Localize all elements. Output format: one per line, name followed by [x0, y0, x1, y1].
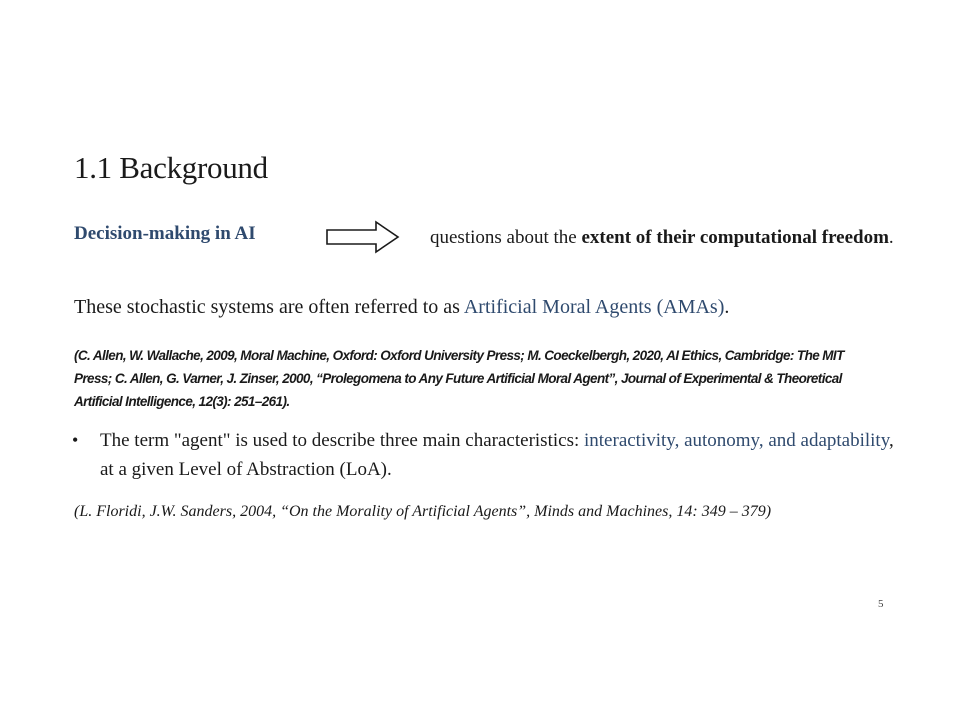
agent-characteristics-terms: interactivity, autonomy, and adaptability [584, 430, 889, 451]
amas-term: Artificial Moral Agents (AMAs) [463, 296, 725, 318]
stochastic-period: . [724, 296, 730, 318]
agent-lead: The term "agent" is used to describe three main characteristics: [100, 430, 584, 451]
questions-lead: questions about the [430, 227, 582, 248]
citation-allen-coeckelbergh: (C. Allen, W. Wallache, 2009, Moral Machine, Oxford: Oxford University Press; M. Coeckelbergh, 2020, AI Ethics, Cambridge: The MIT Press; C. Allen, G. Varner, J. Zinser, 2000, “Prolegomena to Any Future Artificial Moral Agent”, Journal of Experimental & Theoretical Artificial Intelligence, 12(3): 251–261). [74, 348, 844, 409]
page-number: 5 [878, 598, 884, 610]
agent-tail: , at a given Level of Abstraction (LoA). [100, 430, 894, 480]
decision-making-label: Decision-making in AI [74, 223, 256, 244]
stochastic-systems-sentence [74, 296, 729, 319]
citation-floridi-sanders: (L. Floridi, J.W. Sanders, 2004, “On the Morality of Artificial Agents”, Minds and Machines, 14: 349 – 379) [74, 503, 772, 520]
slide-title: 1.1 Background [74, 150, 268, 185]
computational-freedom-phrase: extent of their computational freedom [581, 227, 889, 248]
bullet-dot: • [72, 430, 79, 450]
questions-period: . [888, 227, 894, 248]
agent-characteristics-paragraph [100, 426, 900, 484]
questions-text [430, 223, 900, 252]
right-arrow-outline-icon [326, 220, 400, 254]
stochastic-lead: These stochastic systems are often referred to as [74, 296, 464, 318]
